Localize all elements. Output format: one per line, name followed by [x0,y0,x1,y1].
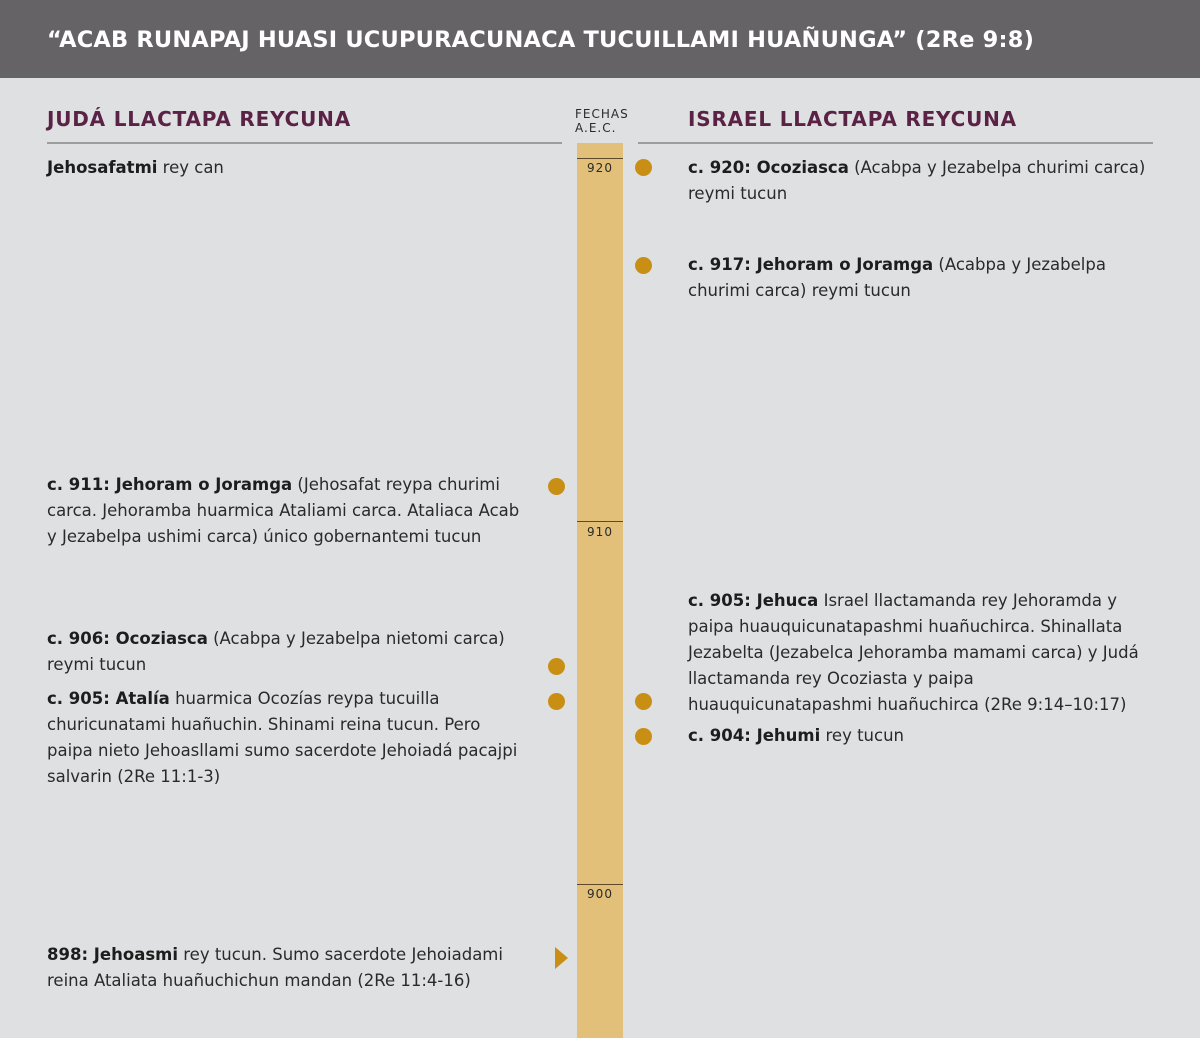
judah-entry-athaliah [47,686,527,790]
entry-text: (Jehosafat reypa churimi carca. Jehoramba huarmica Ataliami carca. Ataliaca Acab y Jezabelpa ushimi carca) único gobernantemi tucun [47,475,520,546]
entry-text: (Acabpa y Jezabelpa nietomi carca) reymi tucun [47,629,505,674]
judah-marker-906 [548,658,565,675]
tick-910 [577,521,623,522]
judah-heading-rule [47,142,562,144]
israel-entry-ahaziah [688,155,1158,207]
tick-label-900: 900 [587,887,613,901]
entry-title: c. 906: Ocoziasca [47,629,208,648]
entry-title: c. 905: Jehuca [688,591,819,610]
entry-title: c. 911: Jehoram o Joramga [47,475,293,494]
israel-marker-920 [635,159,652,176]
entry-title: c. 917: Jehoram o Joramga [688,255,934,274]
entry-title: Jehosafatmi [47,158,158,177]
entry-title: 898: Jehoasmi [47,945,179,964]
title-banner [0,0,1200,78]
page-title: “ACAB RUNAPAJ HUASI UCUPURACUNACA TUCUILLAMI HUAÑUNGA” (2Re 9:8) [47,27,1035,53]
judah-marker-911 [548,478,565,495]
tick-label-910: 910 [587,525,613,539]
entry-title: c. 904: Jehumi [688,726,821,745]
israel-entry-jehoram [688,252,1158,304]
judah-entry-ahaziah [47,626,527,678]
israel-heading: ISRAEL LLACTAPA REYCUNA [688,107,1017,131]
entry-text: rey can [157,158,224,177]
israel-heading-rule [638,142,1153,144]
timeline-bar [577,143,623,1038]
axis-label [575,107,629,135]
judah-heading: JUDÁ LLACTAPA REYCUNA [47,107,351,131]
axis-label-line-1: FECHAS [575,107,629,121]
judah-entry-jehoram [47,472,527,550]
israel-entry-jehu-kills [688,588,1158,718]
entry-text: Israel llactamanda rey Jehoramda y paipa huauquicunatapashmi huañuchirca. Shinallata Jezabelta (Jezabelca Jehoramba mamami carca) y Judá llactamanda rey Ocoziasta y paipa huauquicunatapashmi huañuchirca (2Re 9:14–10:17) [688,591,1139,714]
tick-920 [577,158,623,159]
judah-entry-jehoshaphat [47,155,527,181]
entry-text: rey tucun. Sumo sacerdote Jehoiadami reina Ataliata huañuchichun mandan (2Re 11:4-16) [47,945,503,990]
israel-marker-905 [635,693,652,710]
israel-marker-904 [635,728,652,745]
judah-marker-905 [548,693,565,710]
axis-label-line-2: A.E.C. [575,121,617,135]
entry-text: rey tucun [820,726,904,745]
israel-entry-jehu-king [688,723,1158,749]
israel-marker-917 [635,257,652,274]
entry-title: c. 920: Ocoziasca [688,158,849,177]
entry-text: huarmica Ocozías reypa tucuilla churicunatami huañuchin. Shinami reina tucun. Pero paipa nieto Jehoasllami sumo sacerdote Jehoiadá pacajpi salvarin (2Re 11:1-3) [47,689,518,786]
tick-label-920: 920 [587,161,613,175]
entry-title: c. 905: Atalía [47,689,170,708]
tick-900 [577,884,623,885]
judah-entry-jehoash [47,942,527,994]
entry-text: (Acabpa y Jezabelpa churimi carca) reymi tucun [688,255,1106,300]
judah-marker-898-arrow-icon [555,947,568,969]
entry-text: (Acabpa y Jezabelpa churimi carca) reymi tucun [688,158,1146,203]
